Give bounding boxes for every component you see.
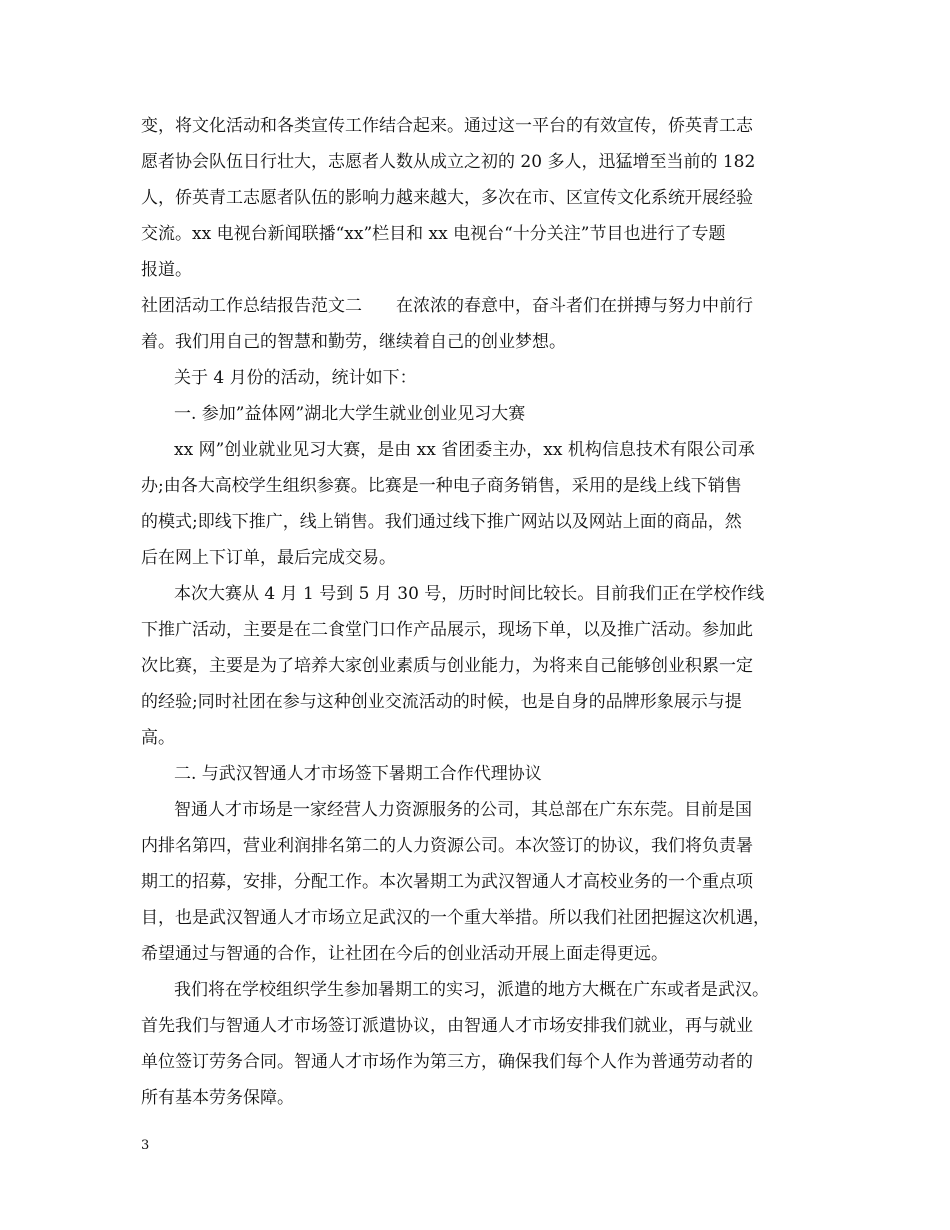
text-line: 办;由各大高校学生组织参赛。比赛是一种电子商务销售，采用的是线上线下销售 [141,476,742,496]
text-line: 希望通过与智通的合作，让社团在今后的创业活动开展上面走得更远。 [141,944,668,964]
text-line: 后在网上下订单，最后完成交易。 [141,548,396,568]
text-line: 本次大赛从 4 月 1 号到 5 月 30 号，历时时间比较长。目前我们正在学校作线 [174,584,765,604]
text-line: 单位签订劳务合同。智通人才市场作为第三方，确保我们每个人作为普通劳动者的 [141,1052,753,1072]
text-line: 愿者协会队伍日行壮大，志愿者人数从成立之初的 20 多人，迅猛增至当前的 182 [141,152,756,172]
text-line: 次比赛，主要是为了培养大家创业素质与创业能力，为将来自己能够创业积累一定 [141,656,753,676]
text-line: 着。我们用自己的智慧和勤劳，继续着自己的创业梦想。 [141,332,566,352]
section-heading-line: 社团活动工作总结报告范文二 在浓浓的春意中，奋斗者们在拼搏与努力中前行 [141,296,753,316]
text-line: 的模式;即线下推广，线上销售。我们通过线下推广网站以及网站上面的商品，然 [141,512,742,532]
text-line: 变，将文化活动和各类宣传工作结合起来。通过这一平台的有效宣传，侨英青工志 [141,116,753,136]
text-line: 人，侨英青工志愿者队伍的影响力越来越大，多次在市、区宣传文化系统开展经验 [141,188,753,208]
text-line: 关于 4 月份的活动，统计如下： [174,368,417,388]
text-line: 下推广活动，主要是在二食堂门口作产品展示，现场下单，以及推广活动。参加此 [141,620,753,640]
text-line: 我们将在学校组织学生参加暑期工的实习，派遣的地方大概在广东或者是武汉。 [174,980,769,1000]
text-line: 智通人才市场是一家经营人力资源服务的公司，其总部在广东东莞。目前是国 [174,800,752,820]
subheading-line: 一. 参加”益体网”湖北大学生就业创业见习大赛 [174,404,526,424]
text-line: 高。 [141,728,175,748]
text-line: 交流。xx 电视台新闻联播“xx”栏目和 xx 电视台“十分关注”节目也进行了专题 [141,224,726,244]
text-line: 所有基本劳务保障。 [141,1088,294,1108]
text-line: 内排名第四，营业利润排名第二的人力资源公司。本次签订的协议，我们将负责暑 [141,836,753,856]
text-line: 报道。 [141,260,192,280]
page-number: 3 [141,1138,150,1153]
text-line: 目，也是武汉智通人才市场立足武汉的一个重大举措。所以我们社团把握这次机遇， [141,908,770,928]
text-line: 期工的招募，安排，分配工作。本次暑期工为武汉智通人才高校业务的一个重点项 [141,872,753,892]
subheading-line: 二. 与武汉智通人才市场签下暑期工合作代理协议 [174,764,542,784]
text-line: 首先我们与智通人才市场签订派遣协议，由智通人才市场安排我们就业，再与就业 [141,1016,753,1036]
text-line: 的经验;同时社团在参与这种创业交流活动的时候，也是自身的品牌形象展示与提 [141,692,742,712]
text-line: xx 网”创业就业见习大赛，是由 xx 省团委主办，xx 机构信息技术有限公司承 [174,440,755,460]
